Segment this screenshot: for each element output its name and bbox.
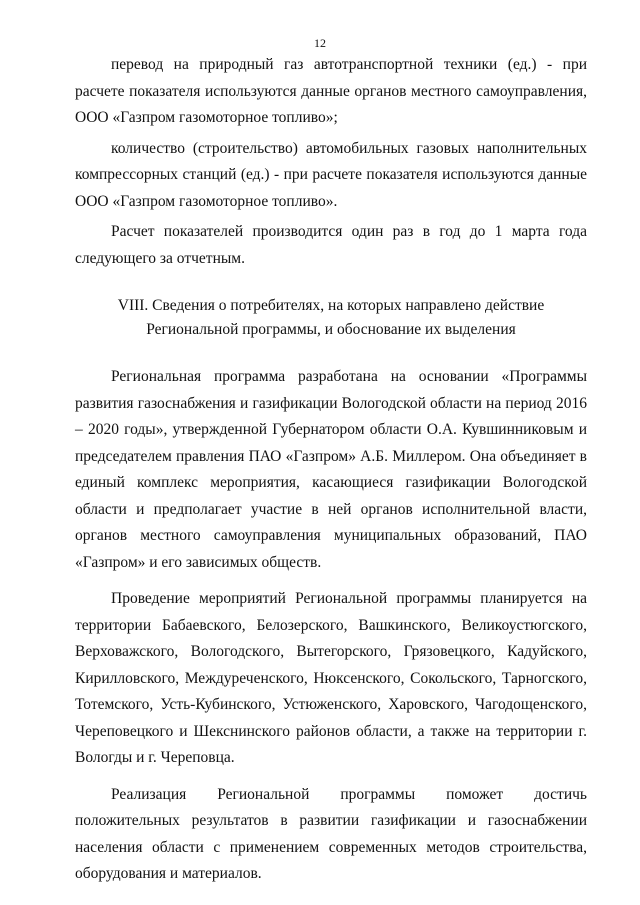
section-heading: VIII. Сведения о потребителях, на которых направлено действие Региональной программы, и обоснование их выделения <box>117 297 545 338</box>
page-number: 12 <box>314 36 326 50</box>
paragraph-program-basis: Региональная программа разработана на основании «Программы развития газоснабжения и газификации Вологодской области на период 2016 – 2020 годы», утвержденной Губернатором области О.А. Кувшинниковым и председателем правления ПАО «Газпром» А.Б. Миллером. Она объединяет в единый комплекс мероприятия, касающиеся газификации Вологодской области и предполагает участие в ней органов исполнительной власти, органов местного самоуправления муниципальных образований, ПАО «Газпром» и его зависимых обществ. <box>75 368 587 571</box>
paragraph-expected-results: Реализация Региональной программы поможет достичь положительных результатов в развитии газификации и газоснабжении населения области с применением современных методов строительства, оборудования и материалов. <box>75 785 587 882</box>
paragraph-vehicle-conversion: перевод на природный газ автотранспортной техники (ед.) - при расчете показателя используются данные органов местного самоуправления, ООО «Газпром газомоторное топливо»; <box>75 56 587 126</box>
paragraph-calculation-frequency: Расчет показателей производится один раз в год до 1 марта года следующего за отчетным. <box>75 223 587 267</box>
paragraph-territories: Проведение мероприятий Региональной программы планируется на территории Бабаевского, Белозерского, Вашкинского, Великоустюгского, Верховажского, Вологодского, Вытегорского, Грязовецкого, Кадуйского, Кирилловского, Междуреченского, Нюксенского, Сокольского, Тарногского, Тотемского, Усть-Кубинского, Устюженского, Харовского, Чагодощенского, Череповецкого и Шекснинского районов области, а также на территории г. Вологды и г. Череповца. <box>75 590 587 766</box>
document-body <box>75 52 587 888</box>
paragraph-gas-stations: количество (строительство) автомобильных газовых наполнительных компрессорных станций (ед.) - при расчете показателя используются данные ООО «Газпром газомоторное топливо». <box>75 139 587 210</box>
